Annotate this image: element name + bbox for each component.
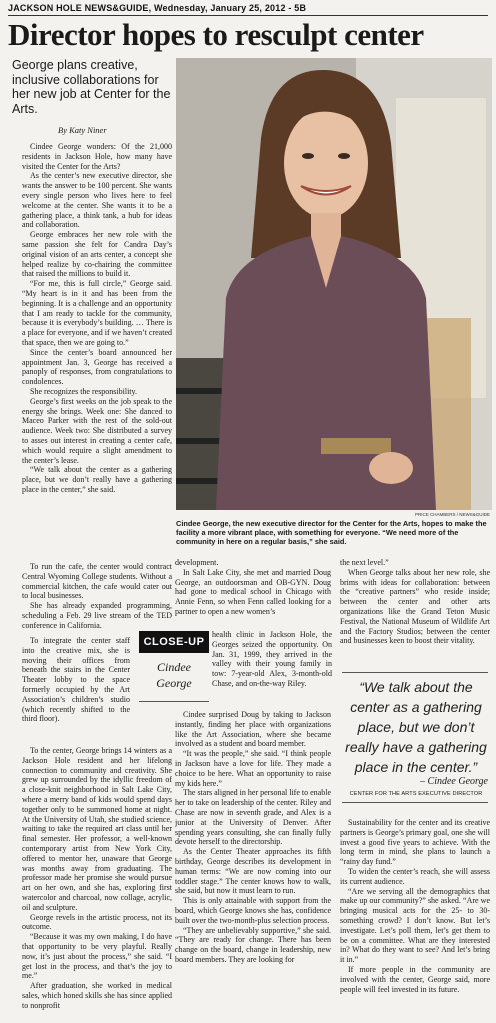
- column-3a: [340, 558, 490, 666]
- closeup-label: CLOSE-UP: [139, 631, 209, 653]
- paragraph: Cindee surprised Doug by taking to Jackson instantly, finding her place with organizations like the Art Association, where she became involved as a student and board member.: [175, 710, 331, 749]
- paragraph: As the center’s new executive director, she wants the answer to be 100 percent. She wants every single person who lives here to feel welcome at the center. She wants it to be a gathering place, a think tank, a hub for ideas and collaboration.: [22, 171, 172, 230]
- paragraph: George’s first weeks on the job speak to the energy she brings. Week one: She danced to Maceo Parker with the rest of the sold-out audience. Week two: She distributed a survey to asses out interest in creating a center cafe, which would require a slight amendment to the center’s lease.: [22, 396, 172, 465]
- paragraph: To integrate the center staff into the creative mix, she is moving their offices from beneath the stairs in the Center Theater lobby to the space formerly occupied by the Art Association’s children’s studio (which recently shifted to the third floor).: [22, 636, 130, 724]
- paragraph: In Salt Lake City, she met and married Doug George, an outdoorsman and OB-GYN. Doug had gone to medical school in Chicago with Annie Fenn, so when Fenn called looking for a partner to open a new women’s: [175, 567, 331, 616]
- paragraph: “It was the people,” she said. “I think people in Jackson have a love for life. They made a choice to be here. What an opportunity to raise my kids here.”: [175, 749, 331, 788]
- column-2b: [212, 630, 332, 710]
- paragraph: Sustainability for the center and its creative partners is George’s primary goal, one she will invest a good five years to achieve. With the long term in mind, she plans to launch a “rainy day fund.”: [340, 818, 490, 867]
- paragraph: “We talk about the center as a gathering place, but we don’t really have a gathering place in the center,” she said.: [22, 465, 172, 494]
- paragraph: To the center, George brings 14 winters as a Jackson Hole resident and her lifelong connection to community and creativity. She grew up surrounded by the idyllic freedom of a close-knit neighborhood in Salt Lake City, where a merry band of kids would spend days together only to be summoned home at night. At the University of Utah, she studied science, waiting to take the required art class until her final semester. Her professor, a well-known contemporary artist from New York City, offered to mentor her, unaware that George was months away from graduating. The professor made her promise she would pursue art on her own, and she has, exploring first watercolor and charcoal, now collage, acrylic, oil and sculpture.: [22, 746, 172, 912]
- paragraph: health clinic in Jackson Hole, the Georges seized the opportunity. On Jan. 31, 1999, they arrived in the valley with their young family in tow: 7-year-old Alex, 3-month-old Chase, and on-the-way Riley.: [212, 630, 332, 688]
- paragraph: “For me, this is full circle,” George said. “My heart is in it and has been from the beginning. It is a challenge and an opportunity that I am ready to tackle for the community, because it is everybody’s building. … There is a place for everyone, and if we haven’t created that space, then we are going to.”: [22, 279, 172, 347]
- column-3b: [340, 818, 490, 1023]
- pullquote-title: CENTER FOR THE ARTS EXECUTIVE DIRECTOR: [349, 791, 483, 797]
- portrait-photo: [176, 58, 492, 510]
- paragraph: To widen the center’s reach, she will assess its current audience.: [340, 866, 490, 886]
- paragraph: the next level.”: [340, 558, 389, 567]
- paragraph: To run the cafe, the center would contract Central Wyoming College students. Without a commercial kitchen, the cafe would cater out to local businesses.: [22, 562, 172, 601]
- paragraph: After graduation, she worked in medical sales, which honed skills she has since applied to nonprofit: [22, 981, 172, 1010]
- closeup-name: Cindee George: [139, 655, 209, 702]
- paragraph: When George talks about her new role, she brims with ideas for collaboration: between the “creative partners” who reside inside; between the center and other arts organizations like the Grand Teton Music Festival, the National Museum of Wildlife Art and the Factory Studios; between the center and businesses keen to boost their vitality.: [340, 567, 490, 646]
- paragraph: “They are unbelievably supportive,” she said. “They are ready for change. There has been change on the board, change in leadership, new board members. They are looking for: [175, 925, 331, 964]
- paragraph: She has already expanded programming, scheduling a Feb. 29 live stream of the TED conference in California.: [22, 601, 172, 630]
- paragraph: If more people in the community are involved with the center, George said, more people will feel invested in its future.: [340, 964, 490, 994]
- paragraph: The stars aligned in her personal life to enable her to take on leadership of the center. Riley and Chase are now in seventh grade, and Alex is a junior at the University of Denver. After spending years consulting, she can finally fully devote herself to the directorship.: [175, 788, 331, 847]
- column-1d: [22, 746, 172, 1023]
- pullquote-rule-top: [342, 672, 488, 673]
- byline: By Katy Niner: [58, 125, 107, 135]
- column-1: [22, 142, 172, 560]
- column-1b: [22, 562, 172, 632]
- paragraph: development.: [175, 558, 219, 567]
- paragraph: Cindee George wonders: Of the 21,000 residents in Jackson Hole, how many have visited the Center for the Arts?: [22, 142, 172, 171]
- column-2a: [175, 558, 331, 628]
- column-2c: [175, 710, 331, 1023]
- headline: Director hopes to resculpt center: [8, 17, 424, 52]
- paragraph: George revels in the artistic process, not its outcome.: [22, 912, 172, 932]
- paragraph: Since the center’s board announced her appointment Jan. 3, George has received a panoply of responses, from congratulations to condolences.: [22, 347, 172, 387]
- pullquote-text: “We talk about the center as a gathering place, but we don’t really have a gathering place in the center.”: [345, 679, 487, 775]
- paragraph: George embraces her new role with the same passion she felt for Candra Day’s original vision of an arts center, a concept she helped realize by co-chairing the committee that raised the millions to build it.: [22, 230, 172, 279]
- photo-caption: Cindee George, the new executive director for the Center for the Arts, hopes to make the facility a more vibrant place, with something for everyone. “We need more of the community in here on a regular basis,” she said.: [176, 519, 487, 546]
- paragraph: “Are we serving all the demographics that make up our community?” she asked. “Are we bringing musical acts for the 25- to 30-something crowd? I don’t know. But let’s investigate. Let’s poll them, let’s get them to be on a committee. What are they interested in? What do they want to see? And let’s bring it in.”: [340, 886, 490, 965]
- paragraph: This is only attainable with support from the board, which George knows she has, confidence built over the two-month-plus selection process.: [175, 896, 331, 925]
- pullquote-attribution: – Cindee George: [420, 776, 488, 787]
- column-1c: [22, 636, 130, 744]
- paragraph: As the Center Theater approaches its fifth birthday, George describes its development in human terms: “We are now coming into our toddler stage.” The center knows how to walk, she said, but now it must learn to run.: [175, 847, 331, 896]
- paragraph: She recognizes the responsibility.: [30, 386, 138, 396]
- paragraph: “Because it was my own making, I do have that opportunity to be very playful. Really now, it’s just about the process,” she said. “I get lost in the process, and that’s the joy to me.”: [22, 932, 172, 981]
- deck: George plans creative, inclusive collaborations for her new job at Center for the Arts.: [12, 58, 171, 116]
- pullquote-rule-bottom: [342, 802, 488, 803]
- page-header: JACKSON HOLE NEWS&GUIDE, Wednesday, January 25, 2012 - 5B: [8, 3, 307, 13]
- photo-credit: PRICE CHAMBERS / NEWS&GUIDE: [414, 512, 490, 517]
